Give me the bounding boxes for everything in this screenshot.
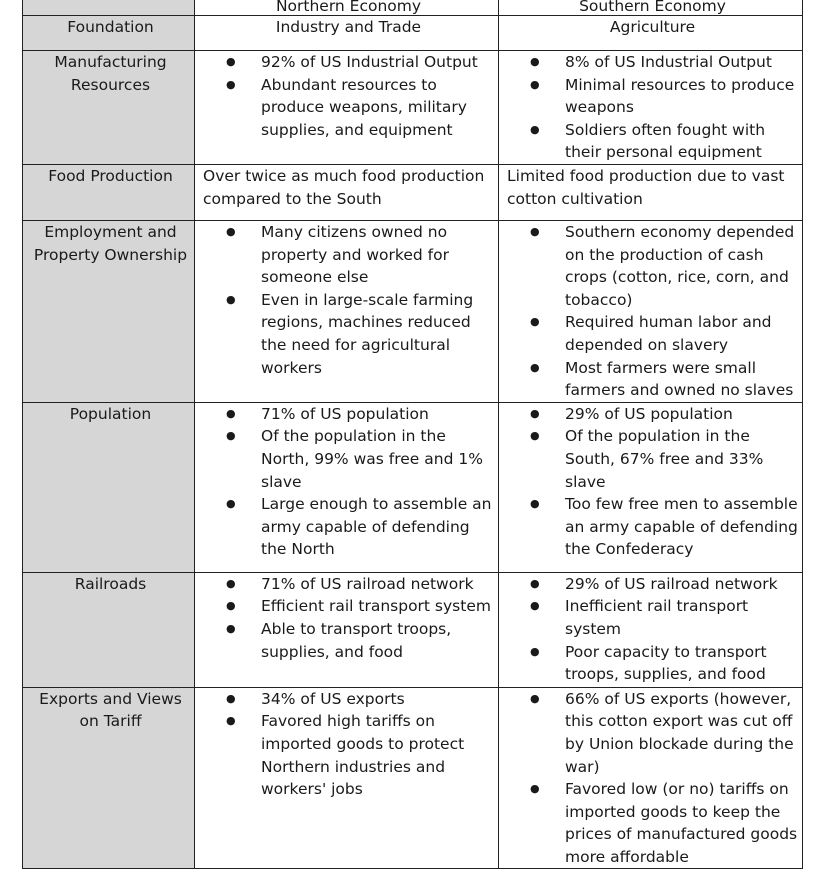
north-cell: [195, 220, 499, 402]
header-south: Southern Economy: [499, 0, 803, 16]
south-cell: [499, 51, 803, 165]
north-cell: Over twice as much food production compared to the South: [195, 164, 499, 220]
row-label: Manufacturing Resources: [23, 51, 195, 165]
south-cell: [499, 220, 803, 402]
row-label: Food Production: [23, 164, 195, 220]
list-item: ● Even in large-scale farming regions, machines reduced the need for agricultural workers: [203, 289, 494, 379]
bullet-list: [203, 51, 494, 141]
south-cell: Agriculture: [499, 16, 803, 51]
list-item: ● Inefficient rail transport system: [507, 595, 798, 640]
bullet-list: [507, 403, 798, 561]
row-label: Exports and Views on Tariff: [23, 687, 195, 869]
list-item: ● Large enough to assemble an army capable of defending the North: [203, 493, 494, 561]
bullet-list: [203, 688, 494, 801]
list-item: ● Efficient rail transport system: [203, 595, 494, 618]
row-label: Population: [23, 402, 195, 572]
bullet-list: [203, 221, 494, 379]
list-item: ● Soldiers often fought with their personal equipment: [507, 119, 798, 164]
south-cell: [499, 687, 803, 869]
list-item: ● Minimal resources to produce weapons: [507, 74, 798, 119]
header-north: Northern Economy: [195, 0, 499, 16]
list-item: ● Too few free men to assemble an army capable of defending the Confederacy: [507, 493, 798, 561]
south-cell: [499, 402, 803, 572]
row-employment: [23, 220, 803, 402]
list-item: ● 71% of US population: [203, 403, 494, 426]
header-row: [23, 0, 803, 16]
list-item: ● Many citizens owned no property and worked for someone else: [203, 221, 494, 289]
list-item: ● 34% of US exports: [203, 688, 494, 711]
row-label: Employment and Property Ownership: [23, 220, 195, 402]
row-railroads: [23, 572, 803, 687]
north-cell: Industry and Trade: [195, 16, 499, 51]
row-food-production: [23, 164, 803, 220]
bullet-list: [507, 573, 798, 686]
row-label: Foundation: [23, 16, 195, 51]
economy-comparison-table: [22, 0, 803, 869]
north-cell: [195, 51, 499, 165]
row-population: [23, 402, 803, 572]
bullet-list: [507, 688, 798, 869]
list-item: ● Abundant resources to produce weapons, military supplies, and equipment: [203, 74, 494, 142]
row-foundation: [23, 16, 803, 51]
south-cell: [499, 572, 803, 687]
north-cell: [195, 572, 499, 687]
list-item: ● Of the population in the South, 67% free and 33% slave: [507, 425, 798, 493]
bullet-list: [203, 403, 494, 561]
list-item: ● Most farmers were small farmers and owned no slaves: [507, 357, 798, 402]
row-manufacturing: [23, 51, 803, 165]
list-item: ● Favored high tariffs on imported goods to protect Northern industries and workers' jobs: [203, 710, 494, 800]
header-corner-cell: [23, 0, 195, 16]
row-exports: [23, 687, 803, 869]
south-cell: Limited food production due to vast cotton cultivation: [499, 164, 803, 220]
north-cell: [195, 687, 499, 869]
list-item: ● 71% of US railroad network: [203, 573, 494, 596]
list-item: ● 29% of US railroad network: [507, 573, 798, 596]
list-item: ● 8% of US Industrial Output: [507, 51, 798, 74]
list-item: ● Southern economy depended on the production of cash crops (cotton, rice, corn, and tobacco): [507, 221, 798, 311]
list-item: ● 92% of US Industrial Output: [203, 51, 494, 74]
list-item: ● Favored low (or no) tariffs on imported goods to keep the prices of manufactured goods more affordable: [507, 778, 798, 868]
list-item: ● 66% of US exports (however, this cotton export was cut off by Union blockade during the war): [507, 688, 798, 778]
list-item: ● Of the population in the North, 99% was free and 1% slave: [203, 425, 494, 493]
bullet-list: [507, 51, 798, 164]
row-label: Railroads: [23, 572, 195, 687]
bullet-list: [507, 221, 798, 402]
list-item: ● Required human labor and depended on slavery: [507, 311, 798, 356]
list-item: ● Able to transport troops, supplies, and food: [203, 618, 494, 663]
north-cell: [195, 402, 499, 572]
list-item: ● 29% of US population: [507, 403, 798, 426]
list-item: ● Poor capacity to transport troops, supplies, and food: [507, 641, 798, 686]
bullet-list: [203, 573, 494, 663]
